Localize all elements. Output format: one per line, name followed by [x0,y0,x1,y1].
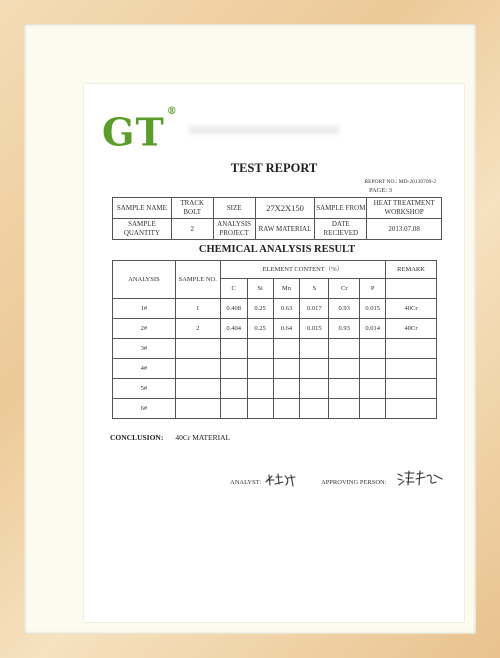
element-value: 0.408 [220,299,247,319]
row-remark [386,359,437,379]
element-value: 0.63 [273,299,300,319]
row-remark [386,339,437,359]
row-id: 5# [113,379,176,399]
row-sample-no [175,399,220,419]
approver-signature [396,470,444,488]
value-sample-from: HEAT TREATMENT WORKSHOP [367,198,442,219]
element-value [247,339,273,359]
element-value [360,359,386,379]
element-value: 0.93 [329,319,360,339]
element-value: 0.015 [300,319,329,339]
blurred-company-name [189,126,339,134]
analysis-heading: CHEMICAL ANALYSIS RESULT [198,244,356,255]
row-id: 1# [113,299,176,319]
element-value: 0.017 [300,299,329,319]
element-cr: Cr [329,279,360,299]
company-logo [102,106,178,155]
element-value [220,359,247,379]
value-analysis-project: RAW MATERIAL [255,219,315,240]
analysis-header-row [113,261,437,279]
value-date-received: 2013.07.08 [367,219,442,240]
element-value: 0.404 [220,319,247,339]
row-id: 2# [113,319,176,339]
report-title: TEST REPORT [230,161,318,175]
element-value [247,399,273,419]
info-row-2 [113,219,442,240]
row-remark [386,379,437,399]
conclusion-label: CONCLUSION: [110,433,164,442]
logo-text: GT [102,109,165,155]
label-size: SIZE [213,198,255,219]
element-value: 0.015 [360,299,386,319]
row-remark: 40Cr [386,299,437,319]
label-sample-quantity: SAMPLE QUANTITY [113,219,172,240]
remark-blank [386,279,437,299]
sample-info-table [112,197,442,240]
element-value [329,359,360,379]
report-paper [84,84,464,622]
analyst-label: ANALYST: [230,479,262,486]
element-s: S [300,279,329,299]
row-id: 3# [113,339,176,359]
row-sample-no: 1 [175,299,220,319]
row-sample-no [175,339,220,359]
label-sample-from: SAMPLE FROM [315,198,367,219]
report-number: REPORT NO.: MD-20130709-2 [364,179,436,185]
analyst-signature [264,472,298,488]
header-element-content: ELEMENT CONTENT（%） [220,261,385,279]
info-row-1 [113,198,442,219]
element-value [329,379,360,399]
registered-mark: ® [166,106,178,117]
row-remark [386,399,437,419]
table-row [113,299,437,319]
frame-mat [24,24,476,634]
header-remark: REMARK [386,261,437,279]
value-size: 27X2X150 [255,198,315,219]
label-analysis-project: ANALYSIS PROJECT [213,219,255,240]
element-value [273,339,300,359]
element-value: 0.93 [329,299,360,319]
element-value [360,399,386,419]
element-value [329,399,360,419]
element-value [329,339,360,359]
table-row [113,359,437,379]
row-id: 6# [113,399,176,419]
element-value [300,339,329,359]
element-value [300,379,329,399]
page-number: PAGE: 3 [368,187,392,194]
element-value [220,339,247,359]
element-value: 0.25 [247,299,273,319]
element-value [360,339,386,359]
table-row [113,399,437,419]
row-sample-no [175,359,220,379]
table-row [113,379,437,399]
element-c: C [220,279,247,299]
value-sample-quantity: 2 [171,219,213,240]
element-mn: Mn [273,279,300,299]
approver-label: APPROVING PERSON: [321,479,387,486]
element-value: 0.25 [247,319,273,339]
label-sample-name: SAMPLE NAME [113,198,172,219]
row-sample-no [175,379,220,399]
element-value: 0.014 [360,319,386,339]
element-value [360,379,386,399]
conclusion-value: 40Cr MATERIAL [175,433,231,442]
element-value [273,379,300,399]
element-value [220,379,247,399]
element-p: P [360,279,386,299]
row-sample-no: 2 [175,319,220,339]
conclusion [110,433,230,442]
element-value: 0.64 [273,319,300,339]
value-sample-name: TRACK BOLT [171,198,213,219]
header-sample-no: SAMPLE NO. [175,261,220,299]
element-value [273,359,300,379]
row-id: 4# [113,359,176,379]
element-value [220,399,247,419]
element-value [300,399,329,419]
element-value [247,359,273,379]
element-si: Si [247,279,273,299]
table-row [113,339,437,359]
table-row [113,319,437,339]
element-value [273,399,300,419]
header-analysis: ANALYSIS [113,261,176,299]
label-date-received: DATE RECIEVED [315,219,367,240]
element-value [247,379,273,399]
chemical-analysis-table [112,260,437,419]
row-remark: 40Cr [386,319,437,339]
element-value [300,359,329,379]
